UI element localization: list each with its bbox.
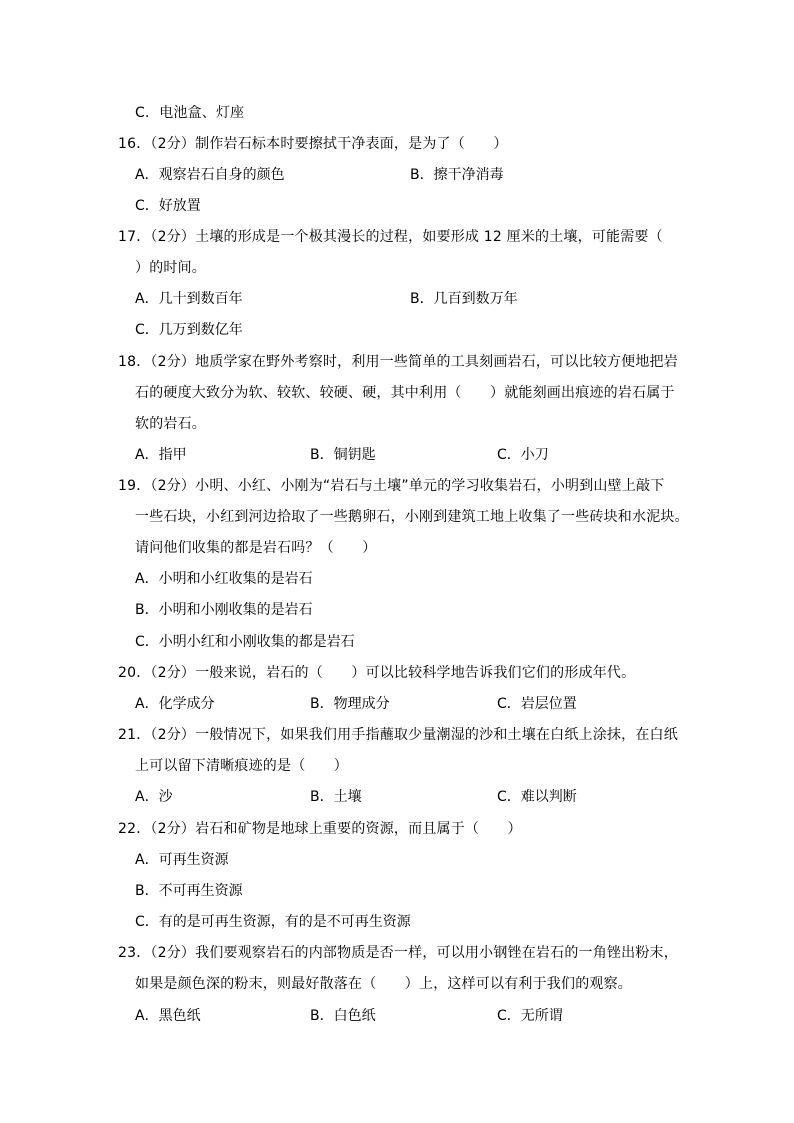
- question-18-option-b: B．铜钥匙: [310, 447, 376, 463]
- question-16-option-b: B．擦干净消毒: [410, 167, 504, 183]
- question-17-option-a: A．几十到数百年: [135, 291, 243, 307]
- question-22-option-a: A．可再生资源: [135, 852, 229, 868]
- question-23-stem-line-2: 如果是颜色深的粉末，则最好散落在（ ）上，这样可以有利于我们的观察。: [135, 976, 632, 992]
- question-15-option-c: C．电池盒、灯座: [135, 105, 245, 121]
- question-21-option-a: A．沙: [135, 789, 173, 805]
- question-19-option-b: B．小明和小刚收集的是岩石: [135, 602, 313, 618]
- question-21-stem-line-1: 21．（2分）一般情况下，如果我们用手指蘸取少量潮湿的沙和土壤在白纸上涂抹，在白纸: [118, 727, 678, 743]
- question-18-option-a: A．指甲: [135, 447, 187, 463]
- question-23-option-a: A．黑色纸: [135, 1008, 201, 1024]
- question-19-stem-line-3: 请问他们收集的都是岩石吗？（ ）: [135, 540, 377, 556]
- question-21-stem-line-2: 上可以留下清晰痕迹的是（ ）: [135, 758, 348, 774]
- question-20-stem: 20．（2分）一般来说，岩石的（ ）可以比较科学地告诉我们它们的形成年代。: [118, 665, 636, 681]
- question-20-option-a: A．化学成分: [135, 696, 215, 712]
- question-23-stem-line-1: 23．（2分）我们要观察岩石的内部物质是否一样，可以用小钢锉在岩石的一角锉出粉末，: [118, 945, 678, 961]
- question-20-option-c: C．岩层位置: [497, 696, 577, 712]
- question-19-stem-line-1: 19．（2分）小明、小红、小刚为“岩石与土壤”单元的学习收集岩石，小明到山壁上敲下: [118, 478, 665, 494]
- question-20-option-b: B．物理成分: [310, 696, 390, 712]
- question-19-option-a: A．小明和小红收集的是岩石: [135, 571, 313, 587]
- question-18-stem-line-1: 18．（2分）地质学家在野外考察时，利用一些简单的工具刻画岩石，可以比较方便地把岩: [118, 354, 678, 370]
- question-21-option-b: B．土壤: [310, 789, 362, 805]
- question-17-option-c: C．几万到数亿年: [135, 322, 243, 338]
- question-22-option-c: C．有的是可再生资源，有的是不可再生资源: [135, 914, 411, 930]
- question-18-option-c: C．小刀: [497, 447, 549, 463]
- question-17-stem-line-1: 17．（2分）土壤的形成是一个极其漫长的过程，如要形成 12 厘米的土壤，可能需要（: [118, 229, 663, 245]
- question-23-option-c: C．无所谓: [497, 1008, 563, 1024]
- question-22-stem: 22．（2分）岩石和矿物是地球上重要的资源，而且属于（ ）: [118, 821, 522, 837]
- question-16-option-a: A．观察岩石自身的颜色: [135, 167, 285, 183]
- question-21-option-c: C．难以判断: [497, 789, 577, 805]
- question-18-stem-line-2: 石的硬度大致分为软、较软、较硬、硬，其中利用（ ）就能刻画出痕迹的岩石属于: [135, 385, 675, 401]
- question-18-stem-line-3: 软的岩石。: [135, 416, 206, 432]
- question-19-stem-line-2: 一些石块，小红到河边拾取了一些鹅卵石，小刚到建筑工地上收集了一些砖块和水泥块。: [135, 509, 689, 525]
- question-17-option-b: B．几百到数万年: [410, 291, 518, 307]
- question-16-stem: 16．（2分）制作岩石标本时要擦拭干净表面，是为了（ ）: [118, 136, 508, 152]
- question-16-option-c: C．好放置: [135, 198, 201, 214]
- question-22-option-b: B．不可再生资源: [135, 883, 243, 899]
- question-19-option-c: C．小明小红和小刚收集的都是岩石: [135, 634, 355, 650]
- question-23-option-b: B．白色纸: [310, 1008, 376, 1024]
- question-17-stem-line-2: ）的时间。: [135, 260, 206, 276]
